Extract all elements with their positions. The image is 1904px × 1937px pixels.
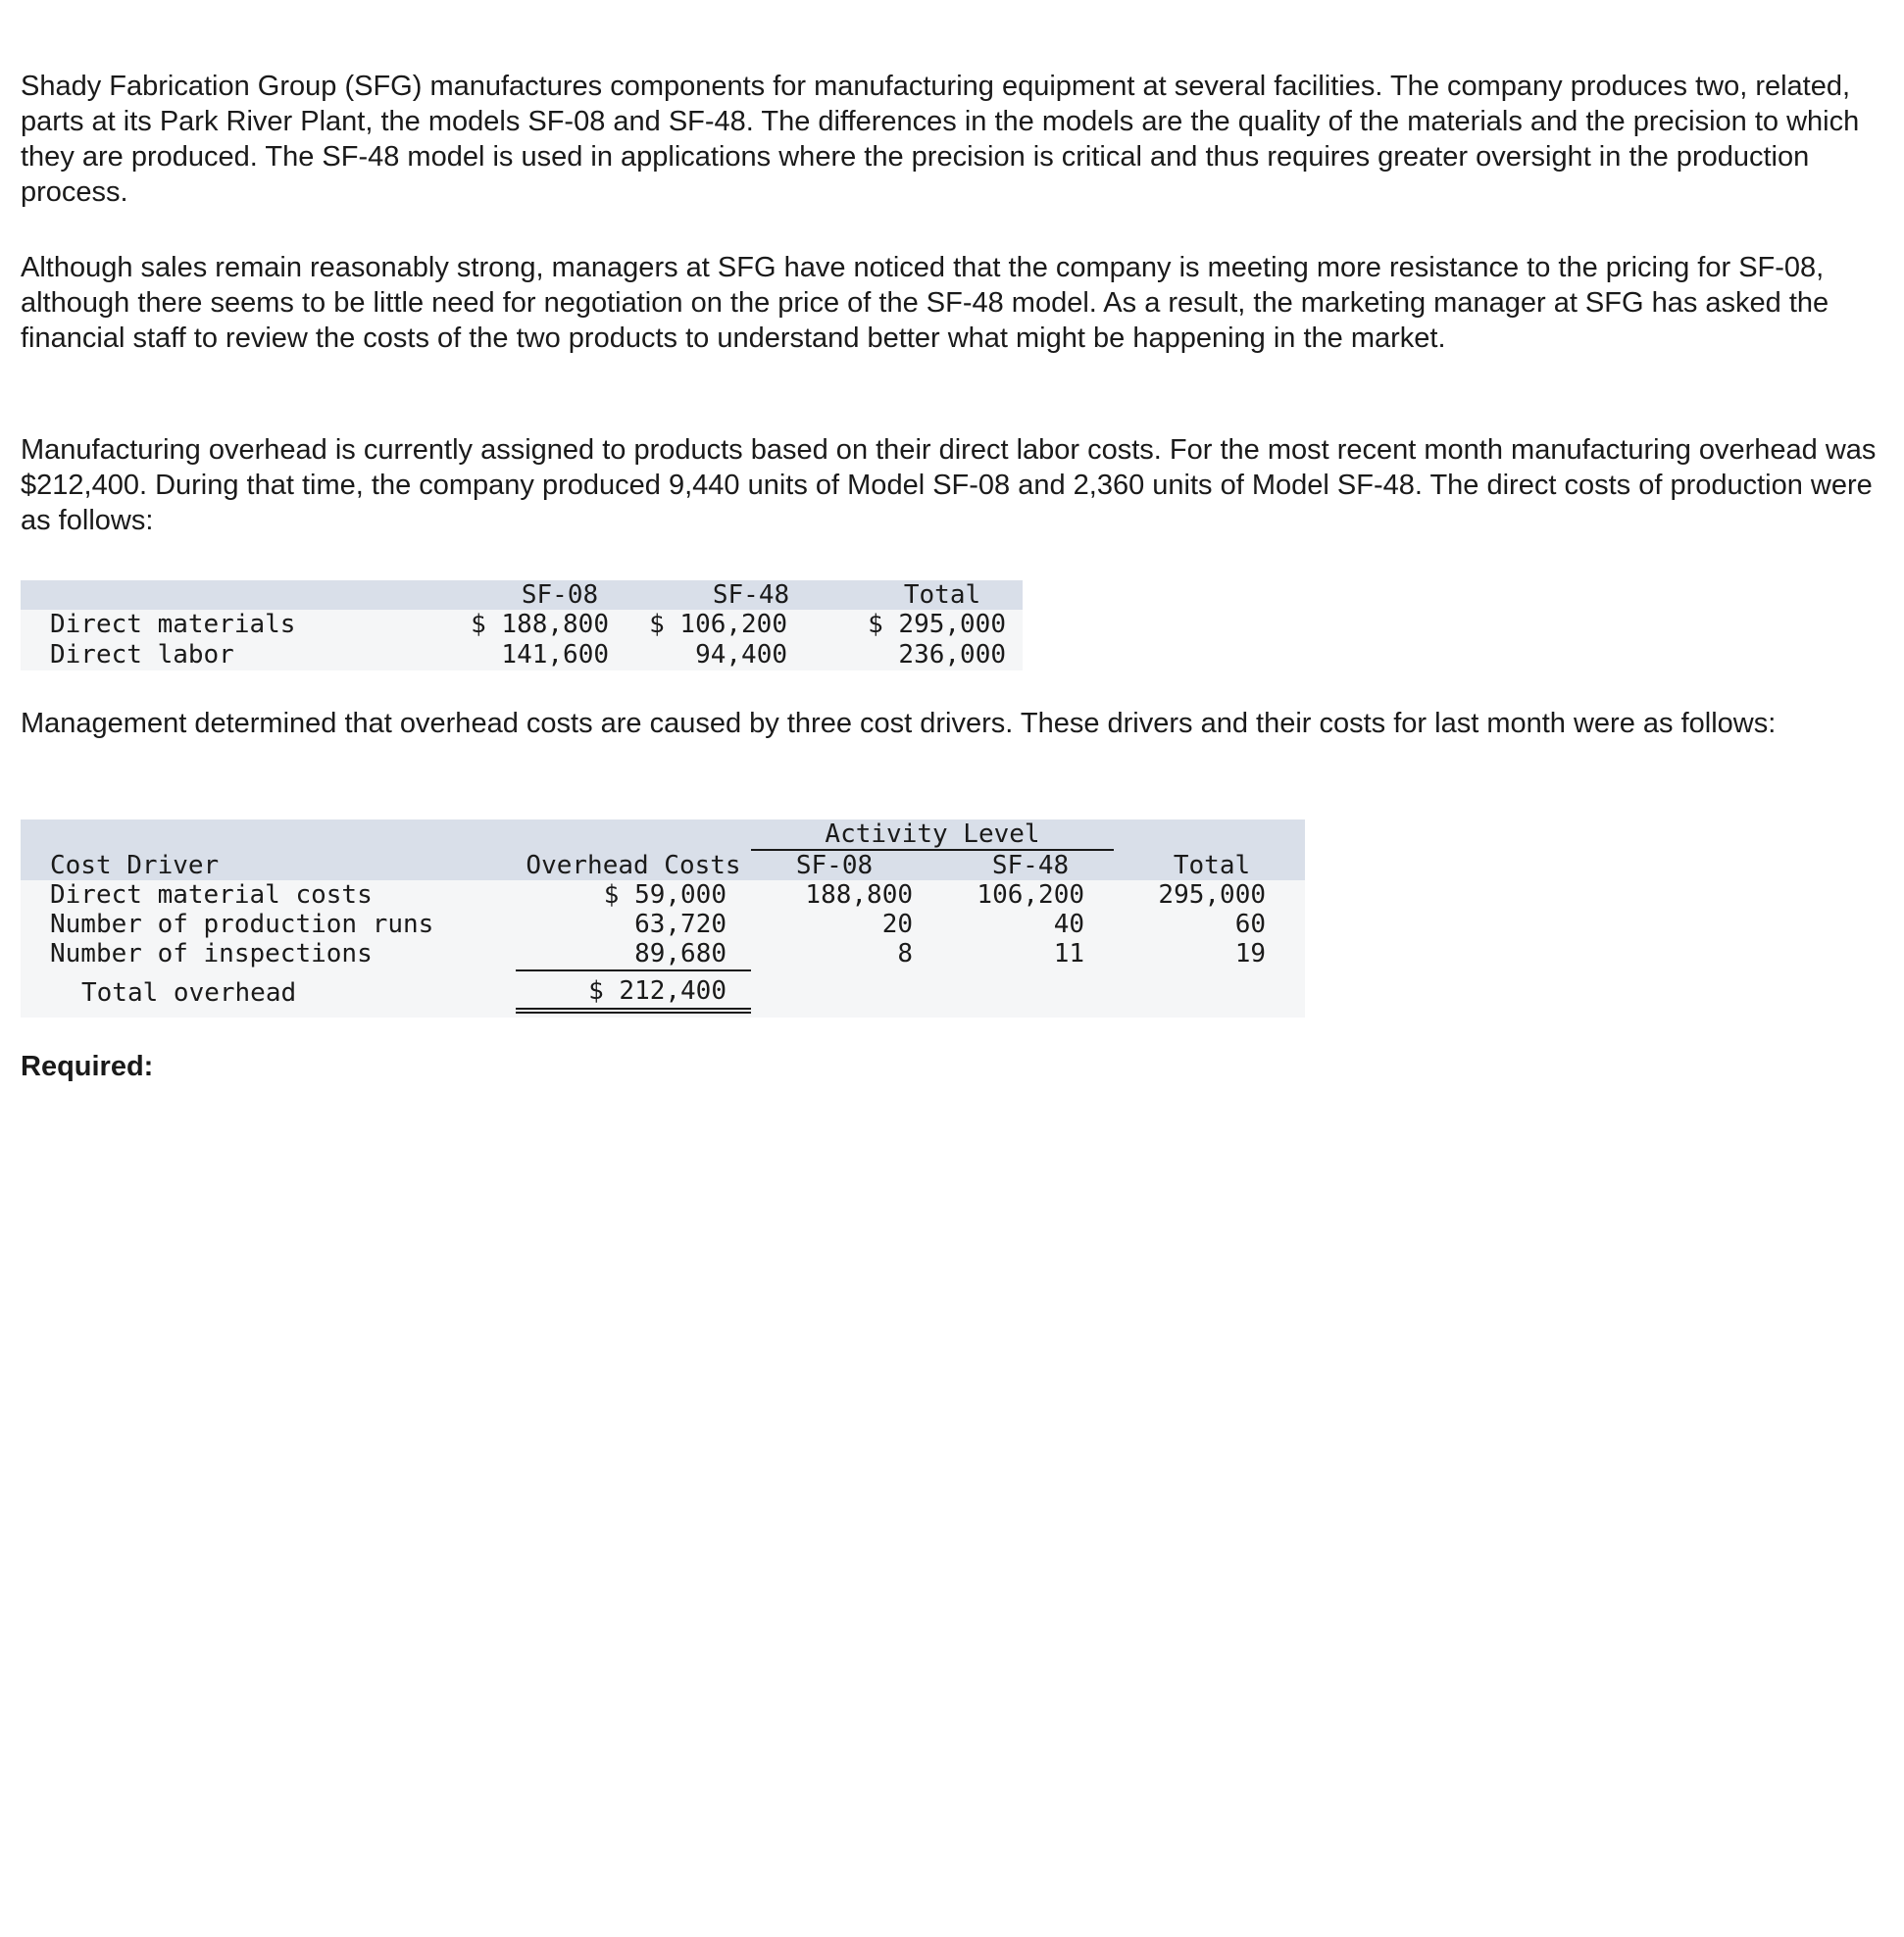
- required-label: Required:: [21, 1051, 154, 1082]
- header-sf08: SF-08: [521, 580, 599, 610]
- cell-insp-sf48: 11: [1053, 939, 1084, 968]
- row-label-inspections: Number of inspections: [50, 939, 373, 968]
- header-sf48: SF-48: [712, 580, 790, 610]
- row-label-direct-material-costs: Direct material costs: [50, 880, 373, 910]
- header-total: Total: [903, 580, 981, 610]
- direct-costs-table: [21, 580, 1023, 670]
- cell-runs-overhead: 63,720: [634, 910, 727, 939]
- total-double-underline-top: [516, 1008, 751, 1010]
- cell-dmc-total: 295,000: [1158, 880, 1266, 910]
- row-label-direct-materials: Direct materials: [50, 610, 296, 639]
- cell-total-overhead: $ 212,400: [588, 976, 727, 1006]
- cell-dm-sf08: $ 188,800: [471, 610, 609, 639]
- header-overhead-costs: Overhead Costs: [526, 851, 741, 880]
- overhead-paragraph: Manufacturing overhead is currently assigned to products based on their direct labor costs. For the most recent month manufacturing overhead was $212,400. During that time, the company produced 9,440 units of Model SF-08 and 2,360 units of Model SF-48. The direct costs of production were as follows:: [21, 434, 1877, 536]
- subtotal-underline: [516, 969, 751, 971]
- total-double-underline-bottom: [516, 1012, 751, 1014]
- row-label-total-overhead: Total overhead: [81, 978, 297, 1008]
- cell-dl-sf48: 94,400: [695, 640, 787, 670]
- row-label-production-runs: Number of production runs: [50, 910, 434, 939]
- header-cost-driver: Cost Driver: [50, 851, 220, 880]
- cell-runs-sf08: 20: [881, 910, 913, 939]
- cell-runs-sf48: 40: [1053, 910, 1084, 939]
- cost-driver-table: [21, 820, 1305, 1018]
- cell-dmc-sf08: 188,800: [805, 880, 913, 910]
- cell-dmc-overhead: $ 59,000: [603, 880, 727, 910]
- header-sf48: SF-48: [991, 851, 1070, 880]
- cell-runs-total: 60: [1234, 910, 1266, 939]
- row-label-direct-labor: Direct labor: [50, 640, 234, 670]
- header-activity-level: Activity Level: [825, 820, 1040, 849]
- cell-dm-sf48: $ 106,200: [649, 610, 787, 639]
- header-sf08: SF-08: [795, 851, 874, 880]
- context-paragraph: Although sales remain reasonably strong, managers at SFG have noticed that the company is meeting more resistance to the pricing for SF-08, although there seems to be little need for negotiation on the price of the SF-48 model. As a result, the marketing manager at SFG has asked the financial staff to review the costs of the two products to understand better what might be happening in the market.: [21, 252, 1829, 354]
- header-total: Total: [1173, 851, 1251, 880]
- cell-insp-total: 19: [1234, 939, 1266, 968]
- intro-paragraph: Shady Fabrication Group (SFG) manufactures components for manufacturing equipment at several facilities. The company produces two, related, parts at its Park River Plant, the models SF-08 and SF-48. The differences in the models are the quality of the materials and the precision to which they are produced. The SF-48 model is used in applications where the precision is critical and thus requires greater oversight in the production process.: [21, 71, 1860, 208]
- cell-dl-sf08: 141,600: [501, 640, 609, 670]
- cell-insp-sf08: 8: [897, 939, 913, 968]
- cell-dm-total: $ 295,000: [868, 610, 1006, 639]
- cell-dmc-sf48: 106,200: [977, 880, 1084, 910]
- cost-driver-paragraph: Management determined that overhead costs are caused by three cost drivers. These drivers and their costs for last month were as follows:: [21, 708, 1777, 739]
- cell-insp-overhead: 89,680: [634, 939, 727, 968]
- cell-dl-total: 236,000: [898, 640, 1006, 670]
